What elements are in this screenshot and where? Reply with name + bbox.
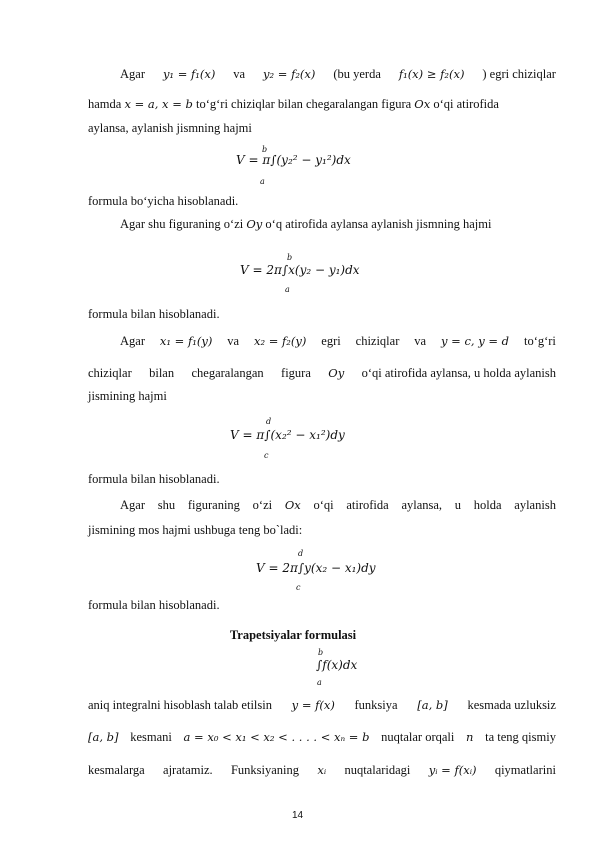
text: figura bbox=[281, 366, 311, 380]
text: atirofida bbox=[346, 498, 389, 512]
p1-line3: aylansa, aylanish jismning hajmi bbox=[88, 121, 252, 135]
text: Agar bbox=[120, 498, 145, 512]
text: chiziqlar bbox=[88, 366, 132, 380]
text: aniq integralni hisoblash talab etilsin bbox=[88, 698, 272, 712]
text: u bbox=[454, 498, 462, 512]
p1-line2 bbox=[88, 96, 556, 112]
section-integral-lower: a bbox=[317, 678, 322, 687]
p3-line2 bbox=[88, 365, 556, 381]
text: ) egri chiziqlar bbox=[482, 67, 556, 81]
p4-line2: jismining mos hajmi ushbuga teng bo`ladi: bbox=[88, 523, 303, 537]
p2-line1 bbox=[120, 216, 556, 232]
formula-2-body: V = 2π∫x(y₂ − y₁)dx bbox=[240, 263, 360, 277]
p1-line1 bbox=[120, 66, 556, 82]
formula-1-lower: a bbox=[260, 177, 265, 186]
text: nuqtalaridagi bbox=[344, 763, 411, 777]
text: kesmada uzluksiz bbox=[467, 698, 556, 712]
p4-line1 bbox=[120, 497, 556, 513]
formula-3 bbox=[230, 428, 345, 442]
text: bilan bbox=[149, 366, 175, 380]
math-ox: Ox bbox=[284, 498, 301, 512]
text: holda bbox=[473, 498, 502, 512]
p4-line3: formula bilan hisoblanadi. bbox=[88, 598, 220, 612]
formula-3-body: V = π∫(x₂² − x₁²)dy bbox=[230, 428, 345, 442]
text: va bbox=[233, 67, 246, 81]
text: o‘zi bbox=[252, 498, 273, 512]
section-title: Trapetsiyalar formulasi bbox=[229, 628, 357, 642]
formula-1-upper: b bbox=[262, 145, 268, 154]
text: aylanish bbox=[514, 498, 556, 512]
math-oy: Oy bbox=[246, 217, 263, 231]
text: va bbox=[227, 334, 240, 348]
math-x1: x₁ = f₁(y) bbox=[159, 334, 213, 348]
formula-2-lower: a bbox=[285, 285, 290, 294]
text: shu bbox=[157, 498, 176, 512]
text: o‘qi atirofida aylansa, u holda aylanish bbox=[361, 366, 556, 380]
math-x-bounds: x = a, x = b bbox=[124, 97, 193, 111]
p3-line1 bbox=[120, 333, 556, 349]
section-integral-upper: b bbox=[318, 648, 324, 657]
text: hamda bbox=[88, 97, 122, 111]
text: nuqtalar orqali bbox=[381, 730, 455, 744]
math-yi: yᵢ = f(xᵢ) bbox=[428, 763, 477, 777]
formula-1-body: V = π∫(y₂² − y₁²)dx bbox=[236, 153, 351, 167]
text: chegaralangan bbox=[191, 366, 264, 380]
text: Agar bbox=[120, 334, 145, 348]
math-interval-ab: [a, b] bbox=[88, 730, 119, 744]
formula-3-upper: d bbox=[266, 417, 272, 426]
text: figuraning bbox=[187, 498, 240, 512]
text: kesmalarga bbox=[88, 763, 145, 777]
p2-line2: formula bilan hisoblanadi. bbox=[88, 307, 220, 321]
math-condition: f₁(x) ≥ f₂(x) bbox=[398, 67, 465, 81]
text: aylansa, bbox=[401, 498, 443, 512]
math-interval-ab: [a, b] bbox=[417, 698, 448, 712]
p5-line3 bbox=[88, 762, 556, 778]
text: to‘g‘ri bbox=[523, 334, 556, 348]
math-y-fx: y = f(x) bbox=[291, 698, 335, 712]
text: ta teng qismiy bbox=[485, 730, 556, 744]
section-integral bbox=[316, 658, 357, 672]
formula-2 bbox=[240, 263, 360, 277]
math-y2: y₂ = f₂(x) bbox=[263, 67, 316, 81]
p3-line4: formula bilan hisoblanadi. bbox=[88, 472, 220, 486]
formula-4 bbox=[256, 561, 376, 575]
text: egri bbox=[321, 334, 341, 348]
text: Agar bbox=[120, 67, 145, 81]
text: qiymatlarini bbox=[494, 763, 556, 777]
math-y1: y₁ = f₁(x) bbox=[162, 67, 216, 81]
section-integral-body: ∫f(x)dx bbox=[316, 658, 358, 672]
math-xi: xᵢ bbox=[317, 763, 327, 777]
math-x2: x₂ = f₂(y) bbox=[253, 334, 307, 348]
text: Agar shu figuraning o‘zi bbox=[120, 217, 244, 231]
formula-1 bbox=[236, 153, 351, 167]
text: to‘g‘ri chiziqlar bilan chegaralangan figura bbox=[195, 97, 412, 111]
formula-2-upper: b bbox=[287, 253, 293, 262]
text: o‘qi bbox=[313, 498, 334, 512]
math-y-bounds: y = c, y = d bbox=[441, 334, 510, 348]
math-oy: Oy bbox=[328, 366, 345, 380]
formula-4-upper: d bbox=[298, 549, 304, 558]
text: chiziqlar bbox=[355, 334, 400, 348]
p3-line3: jismining hajmi bbox=[88, 389, 167, 403]
formula-4-lower: c bbox=[296, 583, 301, 592]
p5-line1 bbox=[88, 697, 556, 713]
formula-3-lower: c bbox=[264, 451, 269, 460]
math-ox: Ox bbox=[414, 97, 431, 111]
p5-line2 bbox=[88, 729, 556, 745]
text: va bbox=[414, 334, 427, 348]
text: ajratamiz. bbox=[163, 763, 213, 777]
p1-line4: formula bo‘yicha hisoblanadi. bbox=[88, 194, 239, 208]
math-n: n bbox=[466, 730, 474, 744]
text: kesmani bbox=[130, 730, 172, 744]
text: funksiya bbox=[354, 698, 398, 712]
text: o‘qi atirofida bbox=[433, 97, 499, 111]
text: (bu yerda bbox=[333, 67, 381, 81]
text: o‘q atirofida aylansa aylanish jismning hajmi bbox=[265, 217, 492, 231]
page-number: 14 bbox=[291, 810, 304, 821]
text: Funksiyaning bbox=[230, 763, 300, 777]
math-partition: a = x₀ < x₁ < x₂ < . . . . < xₙ = b bbox=[183, 730, 370, 744]
formula-4-body: V = 2π∫y(x₂ − x₁)dy bbox=[256, 561, 376, 575]
